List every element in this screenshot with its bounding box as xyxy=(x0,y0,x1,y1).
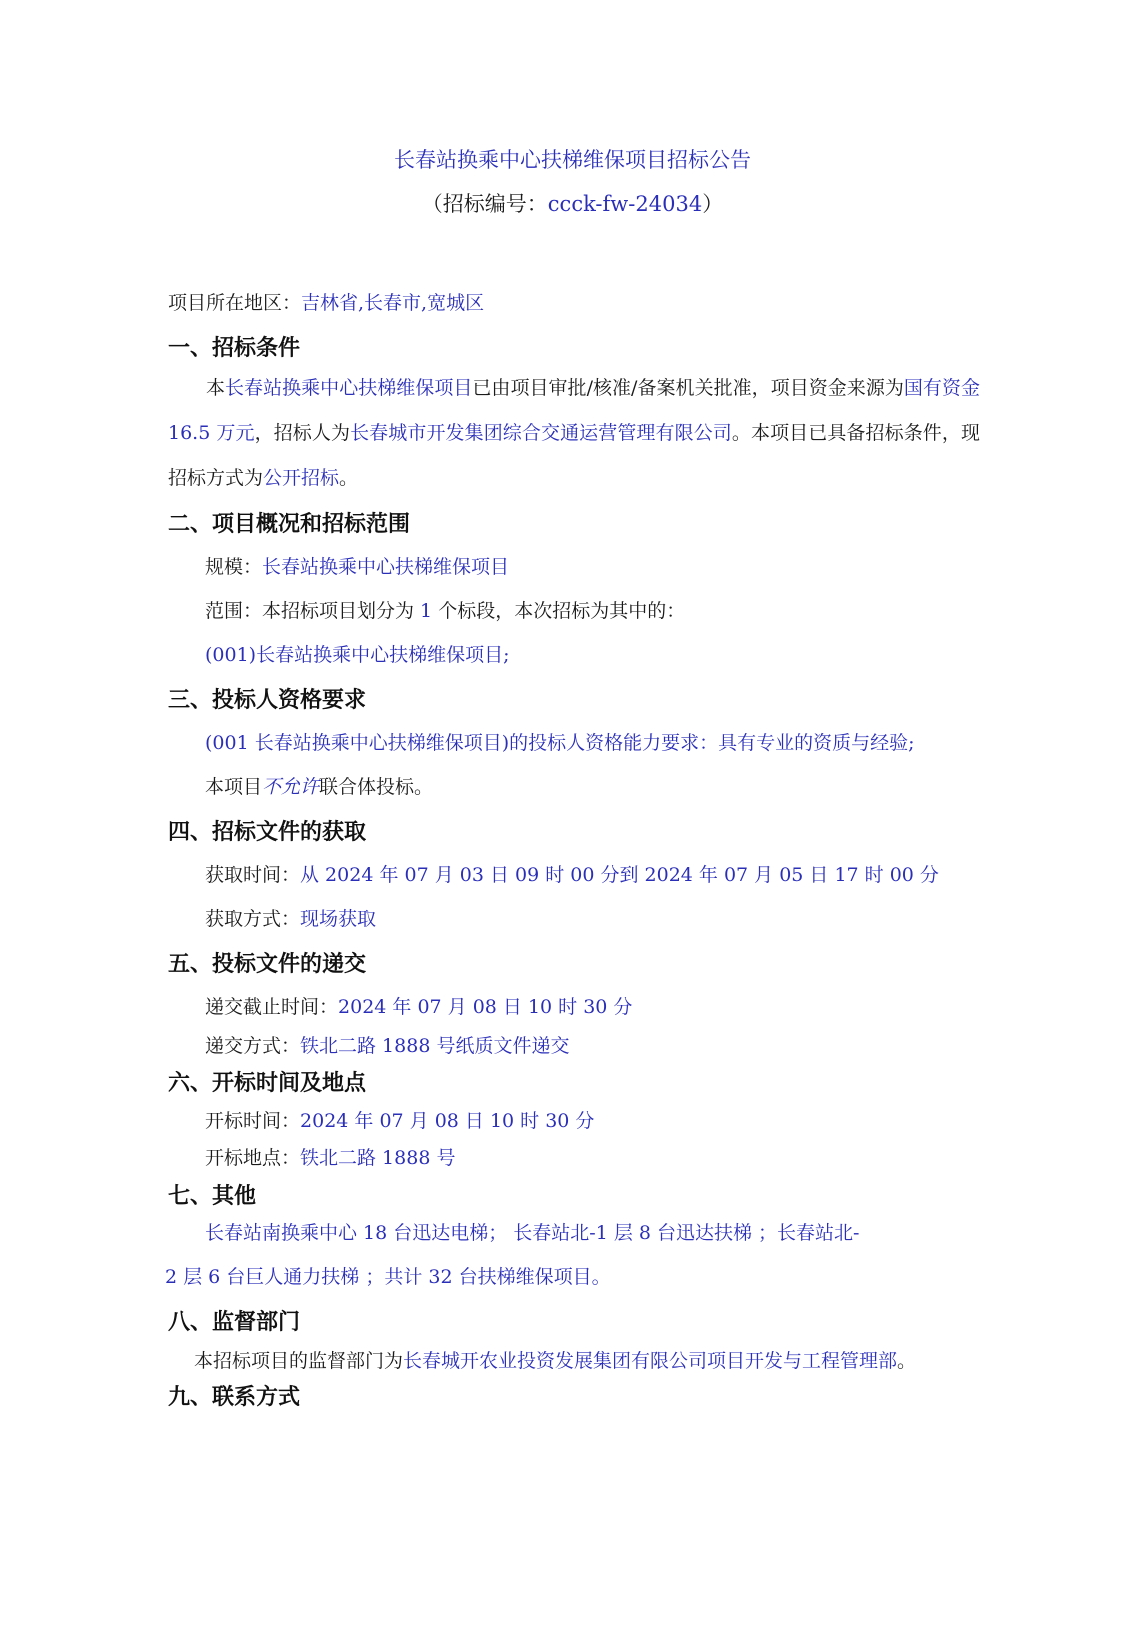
section-8-heading: 八、监督部门 xyxy=(168,1310,301,1335)
notice-title: 长春站换乘中心扶梯维保项目招标公告 xyxy=(394,148,751,172)
s1-text-1: 本 xyxy=(206,377,226,399)
notice-subtitle xyxy=(0,188,1145,218)
region-value: 吉林省,长春市,宽城区 xyxy=(301,292,485,314)
s1-text-3: ，招标人为 xyxy=(254,422,351,444)
section-4-heading: 四、招标文件的获取 xyxy=(168,820,367,845)
section-1-paragraph xyxy=(168,366,980,501)
s1-tenderer: 长春城市开发集团综合交通运营管理有限公司 xyxy=(350,422,732,444)
section-9-heading: 九、联系方式 xyxy=(168,1385,301,1410)
opening-place-line xyxy=(205,1143,455,1170)
submit-way-value: 铁北二路 1888 号纸质文件递交 xyxy=(300,1035,570,1057)
scale-line xyxy=(205,552,509,579)
joint-bid-line xyxy=(205,772,433,799)
section-5-heading: 五、投标文件的递交 xyxy=(168,952,367,977)
obtain-way-value: 现场获取 xyxy=(300,908,377,930)
obtain-time-label: 获取时间： xyxy=(205,864,301,886)
submit-way-label: 递交方式： xyxy=(205,1035,301,1057)
section-2-heading: 二、项目概况和招标范围 xyxy=(168,512,411,537)
obtain-way-line xyxy=(205,904,376,931)
range-line xyxy=(205,596,685,623)
deadline-line xyxy=(205,992,632,1019)
opening-time-value: 2024 年 07 月 08 日 10 时 30 分 xyxy=(300,1110,595,1132)
s1-project-name: 长春站换乘中心扶梯维保项目 xyxy=(225,377,473,399)
scale-value: 长春站换乘中心扶梯维保项目 xyxy=(262,556,510,578)
range-count: 1 xyxy=(414,600,439,622)
opening-time-line xyxy=(205,1106,594,1133)
opening-time-label: 开标时间： xyxy=(205,1110,301,1132)
obtain-way-label: 获取方式： xyxy=(205,908,301,930)
joint-not-allowed: 不允许 xyxy=(262,776,320,798)
s1-tender-method: 公开招标 xyxy=(263,467,340,489)
project-region xyxy=(168,288,484,315)
lot-line: (001)长春站换乘中心扶梯维保项目; xyxy=(205,644,510,666)
section-3-heading: 三、投标人资格要求 xyxy=(168,688,367,713)
deadline-value: 2024 年 07 月 08 日 10 时 30 分 xyxy=(338,996,633,1018)
submit-way-line xyxy=(205,1031,569,1058)
obtain-time-line xyxy=(205,860,939,887)
joint-text-c: 联合体投标。 xyxy=(319,776,434,798)
deadline-label: 递交截止时间： xyxy=(205,996,339,1018)
supervision-text-b: 。 xyxy=(897,1350,917,1372)
section-7-heading: 七、其他 xyxy=(168,1184,257,1209)
s1-text-4: 。本项目已具备招标条件，现招标方式为 xyxy=(168,422,980,489)
s1-fund-source: 国有资金 16.5 万元 xyxy=(168,377,980,444)
range-text-b: 个标段，本次招标为其中的： xyxy=(438,600,686,622)
joint-text-a: 本项目 xyxy=(205,776,263,798)
bid-number: ccck-fw-24034 xyxy=(547,192,703,216)
subtitle-prefix: （招标编号： xyxy=(421,192,548,216)
other-line-2: 2 层 6 台巨人通力扶梯 ；共计 32 台扶梯维保项目。 xyxy=(165,1266,611,1288)
opening-place-label: 开标地点： xyxy=(205,1147,301,1169)
s1-text-5: 。 xyxy=(339,467,359,489)
obtain-time-value: 从 2024 年 07 月 03 日 09 时 00 分到 2024 年 07 月 05 日 17 时 00 分 xyxy=(300,864,939,886)
s1-text-2: 已由项目审批/核准/备案机关批准，项目资金来源为 xyxy=(472,377,904,399)
scale-label: 规模： xyxy=(205,556,263,578)
subtitle-suffix: ） xyxy=(702,192,724,216)
other-line-1: 长春站南换乘中心 18 台迅达电梯； 长春站北-1 层 8 台迅达扶梯 ；长春站北- xyxy=(205,1222,860,1244)
supervision-text-a: 本招标项目的监督部门为 xyxy=(194,1350,404,1372)
qualification-line: (001 长春站换乘中心扶梯维保项目)的投标人资格能力要求：具有专业的资质与经验; xyxy=(205,732,915,754)
section-6-heading: 六、开标时间及地点 xyxy=(168,1071,367,1096)
supervision-line xyxy=(194,1346,916,1373)
supervision-dept: 长春城开农业投资发展集团有限公司项目开发与工程管理部 xyxy=(403,1350,898,1372)
region-label: 项目所在地区： xyxy=(168,292,302,314)
section-1-heading: 一、招标条件 xyxy=(168,336,301,361)
range-text-a: 范围：本招标项目划分为 xyxy=(205,600,415,622)
opening-place-value: 铁北二路 1888 号 xyxy=(300,1147,456,1169)
